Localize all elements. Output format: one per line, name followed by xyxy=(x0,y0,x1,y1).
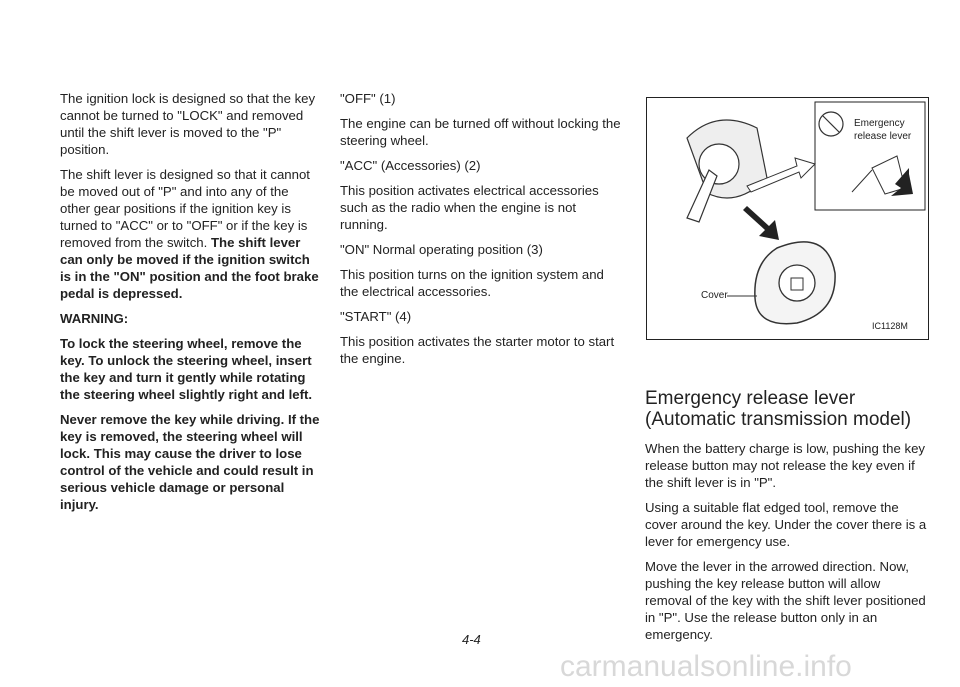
cover-paragraph: Using a suitable flat edged tool, remove the cover around the key. Under the cover there is a lever for emergency use. xyxy=(645,500,927,549)
watermark: carmanualsonline.info xyxy=(560,650,852,683)
shift-lever-paragraph xyxy=(60,166,322,302)
section-heading xyxy=(645,388,930,430)
shift-lever-bold-text: The shift lever can only be moved if the ignition switch is in the "ON" position and the foot brake pedal is depressed. xyxy=(60,235,319,301)
cover-label: Cover xyxy=(701,290,728,301)
warning-steering-text: To lock the steering wheel, remove the key. To unlock the steering wheel, insert the key and turn it gently while rotating the steering wheel slightly right and left. xyxy=(60,336,313,402)
on-text: This position turns on the ignition system and the electrical accessories. xyxy=(340,267,604,299)
acc-text: This position activates electrical accessories such as the radio when the engine is not running. xyxy=(340,183,599,232)
start-title: "START" (4) xyxy=(340,309,412,324)
right-column xyxy=(645,388,930,651)
cover-keyhole xyxy=(779,265,815,301)
warning-driving xyxy=(60,411,322,513)
left-column xyxy=(60,90,322,521)
on-title: "ON" Normal operating position (3) xyxy=(340,242,543,257)
shift-lever-text: The shift lever is designed so that it cannot be moved out of "P" and into any of the other gear positions if the ignition key is turned to "ACC" or to "OFF" or if the key is removed from the switch. xyxy=(60,167,310,250)
dark-arrow xyxy=(743,206,779,240)
start-text: This position activates the starter motor to start the engine. xyxy=(340,334,615,366)
middle-column xyxy=(340,90,622,375)
off-text: The engine can be turned off without locking the steering wheel. xyxy=(340,116,621,148)
warning-steering xyxy=(60,335,322,403)
warning-label: WARNING: xyxy=(60,311,129,326)
ignition-lock-paragraph: The ignition lock is designed so that the key cannot be turned to "LOCK" and removed until the shift lever is moved to the "P" position. xyxy=(60,91,316,157)
emergency-label: Emergency xyxy=(854,118,905,129)
lever-paragraph: Move the lever in the arrowed direction. Now, pushing the key release button will allow removal of the key with the shift lever positioned in "P". Use the release button only in an emergency. xyxy=(645,559,926,642)
acc-title: "ACC" (Accessories) (2) xyxy=(340,158,481,173)
off-title: "OFF" (1) xyxy=(340,91,396,106)
emergency-release-figure xyxy=(646,97,929,340)
heading-line-1: Emergency release lever xyxy=(645,388,856,409)
release-lever-label: release lever xyxy=(854,131,912,142)
figure-code: IC1128M xyxy=(872,321,908,331)
heading-line-2: (Automatic transmission model) xyxy=(645,409,912,430)
battery-paragraph: When the battery charge is low, pushing the key release button may not release the key even if the shift lever is in "P". xyxy=(645,441,926,490)
page-number: 4-4 xyxy=(462,632,481,647)
warning-driving-text: Never remove the key while driving. If the key is removed, the steering wheel will lock. This may cause the driver to lose control of the vehicle and could result in serious vehicle damage or personal injury. xyxy=(60,412,320,512)
